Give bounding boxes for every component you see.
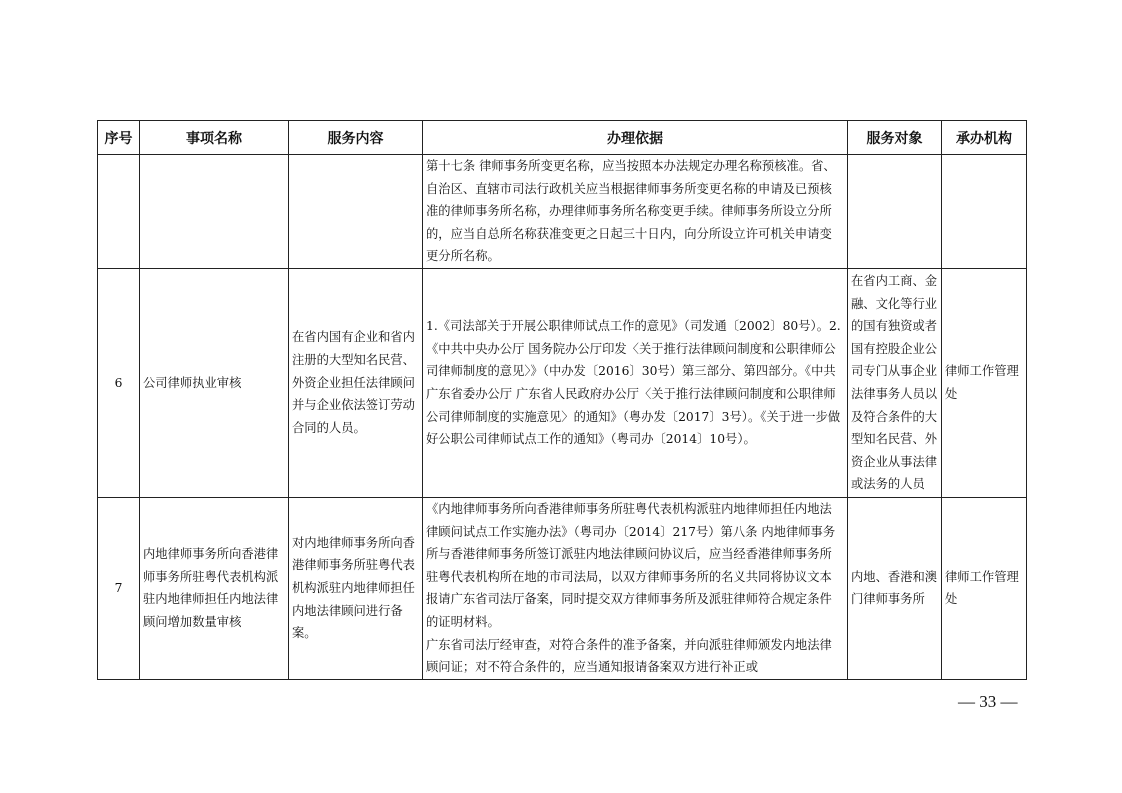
row-basis-cell [423, 497, 848, 679]
row-no-cell [98, 268, 140, 497]
row-basis [423, 155, 847, 268]
row-name: 内地律师事务所向香港律师事务所驻粤代表机构派驻内地律师担任内地法律顾问增加数量审核 [143, 547, 279, 629]
row-content: 在省内国有企业和省内注册的大型知名民营、外资企业担任法律顾问并与企业依法签订劳动合同的人员。 [292, 330, 415, 435]
document-table [97, 120, 1027, 680]
table-row [98, 497, 1027, 679]
row-no: 6 [114, 375, 123, 390]
table-row [98, 268, 1027, 497]
header-basis: 办理依据 [423, 121, 848, 155]
row-name-cell [140, 268, 289, 497]
row-org-cell [942, 268, 1027, 497]
row-no: 7 [114, 581, 123, 596]
row-content-cell [289, 497, 423, 679]
basis-paragraph: 广东省司法厅经审查，对符合条件的准予备案，并向派驻律师颁发内地法律顾问证；对不符合条件的，应当通知报请备案双方进行补正或 [426, 637, 832, 675]
row-target-cell [848, 268, 942, 497]
row-org-cell [942, 155, 1027, 269]
row-name-cell [140, 155, 289, 269]
basis-paragraph: 第十七条 律师事务所变更名称，应当按照本办法规定办理名称预核准。省、自治区、直辖市司法行政机关应当根据律师事务所变更名称的申请及已预核准的律师事务所名称，办理律师事务所名称变更手续。律师事务所设立分所的，应当自总所名称获准变更之日起三十日内，向分所设立许可机关申请变更分所名称。 [426, 159, 836, 264]
row-basis [423, 498, 847, 679]
header-no: 序号 [98, 121, 140, 155]
basis-paragraph: 1.《司法部关于开展公职律师试点工作的意见》（司发通〔2002〕80号）。2.《中共中央办公厅 国务院办公厅印发〈关于推行法律顾问制度和公职律师公司律师制度的意见〉》（中办发〔2016〕30号）第三部分、第四部分。《中共广东省委办公厅 广东省人民政府办公厅〈关于推行法律顾问制度和公职律师公司律师制度的实施意见〉的通知》（粤办发〔2017〕3号）。《关于进一步做好公职公司律师试点工作的通知》（粤司办〔2014〕10号）。 [426, 319, 841, 447]
row-content-cell [289, 268, 423, 497]
header-target: 服务对象 [848, 121, 942, 155]
row-basis [423, 315, 847, 451]
row-name: 公司律师执业审核 [143, 375, 242, 390]
row-no-cell [98, 155, 140, 269]
row-name-cell [140, 497, 289, 679]
row-target-cell [848, 497, 942, 679]
row-basis-cell [423, 268, 848, 497]
row-target: 在省内工商、金融、文化等行业的国有独资或者国有控股企业公司专门从事企业法律事务人员以及符合条件的大型知名民营、外资企业从事法律或法务的人员 [851, 274, 938, 492]
row-org: 律师工作管理处 [945, 364, 1019, 401]
row-target: 内地、香港和澳门律师事务所 [851, 569, 938, 607]
row-no-cell [98, 497, 140, 679]
row-content: 对内地律师事务所向香港律师事务所驻粤代表机构派驻内地律师担任内地法律顾问进行备案。 [292, 535, 415, 641]
header-content: 服务内容 [289, 121, 423, 155]
basis-paragraph: 《内地律师事务所向香港律师事务所驻粤代表机构派驻内地律师担任内地法律顾问试点工作实施办法》（粤司办〔2014〕217号）第八条 内地律师事务所与香港律师事务所签订派驻内地法律顾问协议后，应当经香港律师事务所驻粤代表机构所在地的市司法局，以双方律师事务所的名义共同将协议文本报请广东省司法厅备案，同时提交双方律师事务所及派驻律师符合规定条件的证明材料。 [426, 501, 836, 629]
row-org: 律师工作管理处 [945, 569, 1019, 607]
table-header-row [98, 121, 1027, 155]
header-name: 事项名称 [140, 121, 289, 155]
row-target-cell [848, 155, 942, 269]
row-content-cell [289, 155, 423, 269]
row-basis-cell [423, 155, 848, 269]
page-number: — 33 — [958, 692, 1018, 711]
table-row [98, 155, 1027, 269]
header-org: 承办机构 [942, 121, 1027, 155]
row-org-cell [942, 497, 1027, 679]
